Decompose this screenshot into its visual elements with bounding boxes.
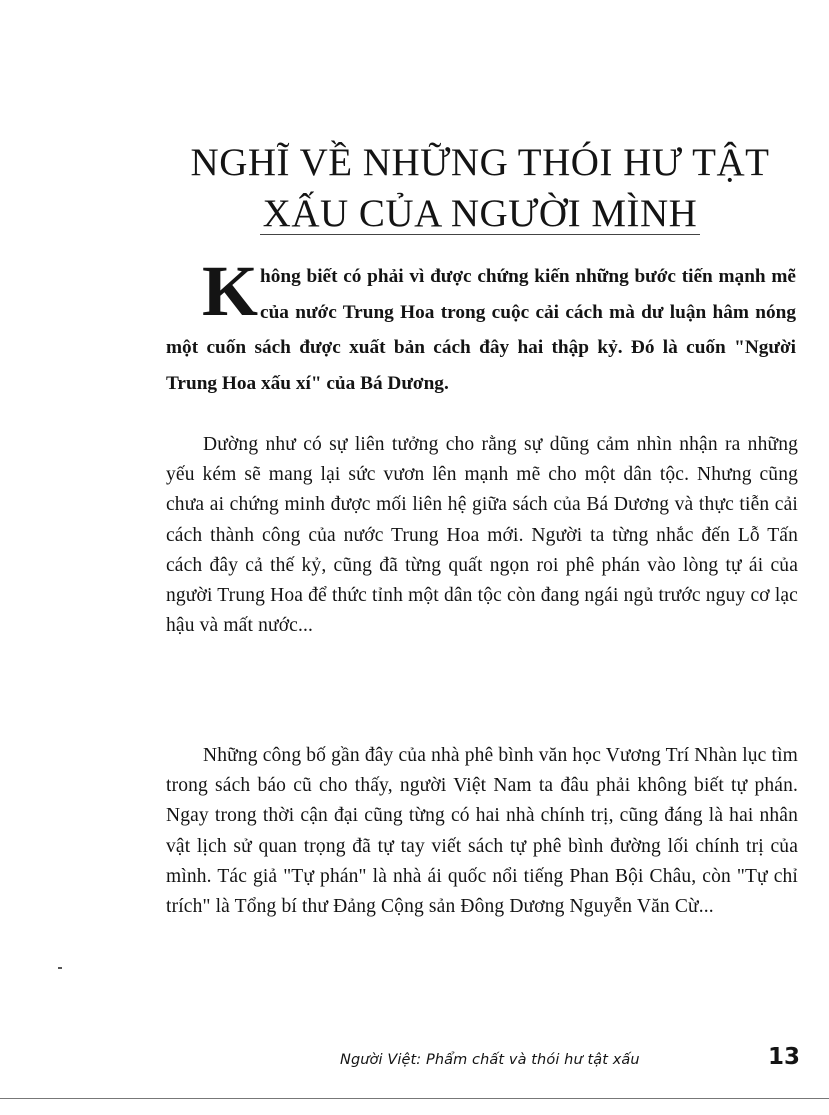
drop-cap: K [202, 251, 259, 331]
chapter-title-line-2: XẤU CỦA NGƯỜI MÌNH [262, 192, 698, 235]
margin-mark [58, 967, 62, 969]
lead-text: hông biết có phải vì được chứng kiến những bước tiến mạnh mẽ của nước Trung Hoa trong cuộc cải cách mà dư luận hâm nóng một cuốn sách được xuất bản cách đây hai thập kỷ. Đó là cuốn "Người Trung Hoa xấu xí" của Bá Dương. [166, 266, 796, 394]
body-paragraph-2: Những công bố gần đây của nhà phê bình văn học Vương Trí Nhàn lục tìm trong sách báo cũ cho thấy, người Việt Nam ta đâu phải không biết tự phán. Ngay trong thời cận đại cũng từng có hai nhà chính trị, cũng đáng là hai nhân vật lịch sử quan trọng đã tự tay viết sách tự phê bình đường lối chính trị của mình. Tác giả "Tự phán" là nhà ái quốc nổi tiếng Phan Bội Châu, còn "Tự chỉ trích" là Tổng bí thư Đảng Cộng sản Đông Dương Nguyễn Văn Cừ... [166, 745, 798, 918]
page-number: 13 [768, 1044, 801, 1070]
title-underline [260, 234, 700, 235]
chapter-title-line-1: NGHĨ VỀ NHỮNG THÓI HƯ TẬT [190, 141, 770, 184]
body-paragraph-1: Dường như có sự liên tưởng cho rằng sự dũng cảm nhìn nhận ra những yếu kém sẽ mang lại sức vươn lên mạnh mẽ cho một dân tộc. Nhưng cũng chưa ai chứng minh được mối liên hệ giữa sách của Bá Dương và thực tiễn cải cách thành công của nước Trung Hoa mới. Người ta từng nhắc đến Lỗ Tấn cách đây cả thế kỷ, cũng đã từng quất ngọn roi phê phán vào lòng tự ái của người Trung Hoa để thức tỉnh một dân tộc còn đang ngái ngủ trước nguy cơ lạc hậu và mất nước... [166, 434, 798, 637]
lead-paragraph [166, 251, 796, 401]
running-footer-title: Người Việt: Phẩm chất và thói hư tật xấu [340, 1052, 640, 1068]
page-bottom-edge [0, 1098, 829, 1099]
